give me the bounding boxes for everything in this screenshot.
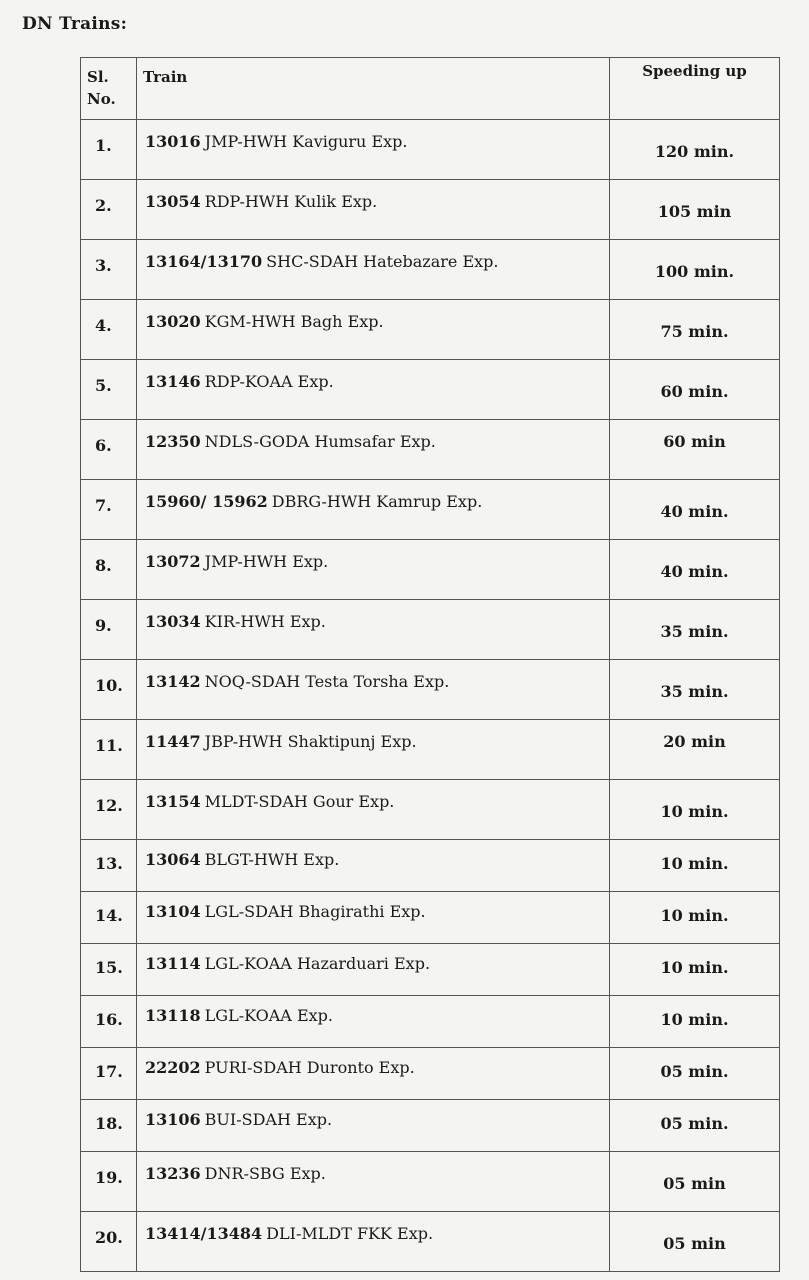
train-cell xyxy=(137,944,610,996)
train-number: 13414/13484 xyxy=(145,1224,263,1243)
train-number: 13236 xyxy=(145,1164,201,1183)
speeding-up-cell: 05 min xyxy=(610,1152,780,1212)
train-name: NOQ-SDAH Testa Torsha Exp. xyxy=(204,672,450,691)
train-cell xyxy=(137,120,610,180)
column-header-sl-no: Sl. No. xyxy=(81,58,137,120)
speeding-up-cell: 105 min xyxy=(610,180,780,240)
table-row xyxy=(81,1100,780,1152)
train-name: KIR-HWH Exp. xyxy=(204,612,326,631)
speeding-up-cell: 75 min. xyxy=(610,300,780,360)
table-row xyxy=(81,1212,780,1272)
table-row xyxy=(81,420,780,480)
table-header-row xyxy=(81,58,780,120)
table-row xyxy=(81,780,780,840)
speeding-up-cell: 05 min. xyxy=(610,1100,780,1152)
train-number: 11447 xyxy=(145,732,201,751)
page-heading: DN Trains: xyxy=(22,14,128,34)
train-number: 12350 xyxy=(145,432,201,451)
speeding-up-cell: 10 min. xyxy=(610,840,780,892)
table-row xyxy=(81,944,780,996)
train-name: RDP-HWH Kulik Exp. xyxy=(204,192,378,211)
train-name: NDLS-GODA Humsafar Exp. xyxy=(204,432,436,451)
train-number: 13072 xyxy=(145,552,201,571)
serial-number-cell: 14. xyxy=(81,892,137,944)
train-cell xyxy=(137,720,610,780)
train-name: RDP-KOAA Exp. xyxy=(204,372,334,391)
serial-number-cell: 6. xyxy=(81,420,137,480)
train-cell xyxy=(137,660,610,720)
speeding-up-cell: 100 min. xyxy=(610,240,780,300)
table-row xyxy=(81,120,780,180)
table-row xyxy=(81,840,780,892)
speeding-up-cell: 60 min xyxy=(610,420,780,480)
train-number: 13142 xyxy=(145,672,201,691)
serial-number-cell: 9. xyxy=(81,600,137,660)
speeding-up-cell: 35 min. xyxy=(610,660,780,720)
train-cell xyxy=(137,1100,610,1152)
table-row xyxy=(81,360,780,420)
train-name: JMP-HWH Exp. xyxy=(204,552,329,571)
serial-number-cell: 4. xyxy=(81,300,137,360)
dn-trains-table xyxy=(80,57,780,1272)
train-number: 13020 xyxy=(145,312,201,331)
serial-number-cell: 15. xyxy=(81,944,137,996)
train-number: 13034 xyxy=(145,612,201,631)
serial-number-cell: 3. xyxy=(81,240,137,300)
train-cell xyxy=(137,600,610,660)
table-row xyxy=(81,600,780,660)
train-name: JMP-HWH Kaviguru Exp. xyxy=(204,132,408,151)
table-row xyxy=(81,480,780,540)
train-name: PURI-SDAH Duronto Exp. xyxy=(204,1058,415,1077)
train-number: 22202 xyxy=(145,1058,201,1077)
speeding-up-cell: 20 min xyxy=(610,720,780,780)
train-number: 15960/ 15962 xyxy=(145,492,268,511)
table-row xyxy=(81,996,780,1048)
train-number: 13154 xyxy=(145,792,201,811)
train-number: 13146 xyxy=(145,372,201,391)
train-name: DNR-SBG Exp. xyxy=(204,1164,326,1183)
table-row xyxy=(81,892,780,944)
serial-number-cell: 11. xyxy=(81,720,137,780)
train-cell xyxy=(137,1152,610,1212)
serial-number-cell: 8. xyxy=(81,540,137,600)
speeding-up-cell: 05 min. xyxy=(610,1048,780,1100)
train-name: JBP-HWH Shaktipunj Exp. xyxy=(204,732,417,751)
train-cell xyxy=(137,996,610,1048)
train-name: KGM-HWH Bagh Exp. xyxy=(204,312,384,331)
serial-number-cell: 10. xyxy=(81,660,137,720)
column-header-train: Train xyxy=(137,58,610,120)
train-name: LGL-KOAA Exp. xyxy=(204,1006,333,1025)
train-number: 13106 xyxy=(145,1110,201,1129)
train-cell xyxy=(137,892,610,944)
train-name: DLI-MLDT FKK Exp. xyxy=(266,1224,434,1243)
train-cell xyxy=(137,300,610,360)
train-cell xyxy=(137,540,610,600)
table-row xyxy=(81,180,780,240)
serial-number-cell: 12. xyxy=(81,780,137,840)
train-number: 13016 xyxy=(145,132,201,151)
train-number: 13114 xyxy=(145,954,201,973)
serial-number-cell: 18. xyxy=(81,1100,137,1152)
speeding-up-cell: 10 min. xyxy=(610,892,780,944)
train-cell xyxy=(137,420,610,480)
serial-number-cell: 20. xyxy=(81,1212,137,1272)
train-cell xyxy=(137,1212,610,1272)
train-name: MLDT-SDAH Gour Exp. xyxy=(204,792,395,811)
speeding-up-cell: 05 min xyxy=(610,1212,780,1272)
train-cell xyxy=(137,480,610,540)
train-cell xyxy=(137,840,610,892)
table-row xyxy=(81,720,780,780)
speeding-up-cell: 40 min. xyxy=(610,480,780,540)
table-row xyxy=(81,1152,780,1212)
serial-number-cell: 5. xyxy=(81,360,137,420)
train-number: 13104 xyxy=(145,902,201,921)
serial-number-cell: 1. xyxy=(81,120,137,180)
table-row xyxy=(81,540,780,600)
train-number: 13118 xyxy=(145,1006,201,1025)
train-name: DBRG-HWH Kamrup Exp. xyxy=(271,492,483,511)
speeding-up-cell: 40 min. xyxy=(610,540,780,600)
train-name: LGL-KOAA Hazarduari Exp. xyxy=(204,954,431,973)
speeding-up-cell: 10 min. xyxy=(610,944,780,996)
speeding-up-cell: 60 min. xyxy=(610,360,780,420)
speeding-up-cell: 10 min. xyxy=(610,996,780,1048)
train-number: 13164/13170 xyxy=(145,252,263,271)
serial-number-cell: 7. xyxy=(81,480,137,540)
table-row xyxy=(81,240,780,300)
table-row xyxy=(81,300,780,360)
train-number: 13064 xyxy=(145,850,201,869)
train-cell xyxy=(137,360,610,420)
speeding-up-cell: 120 min. xyxy=(610,120,780,180)
train-name: SHC-SDAH Hatebazare Exp. xyxy=(266,252,499,271)
train-cell xyxy=(137,780,610,840)
train-cell xyxy=(137,1048,610,1100)
speeding-up-cell: 35 min. xyxy=(610,600,780,660)
serial-number-cell: 2. xyxy=(81,180,137,240)
train-cell xyxy=(137,240,610,300)
train-name: LGL-SDAH Bhagirathi Exp. xyxy=(204,902,426,921)
table-row xyxy=(81,1048,780,1100)
train-name: BLGT-HWH Exp. xyxy=(204,850,340,869)
train-name: BUI-SDAH Exp. xyxy=(204,1110,333,1129)
table-row xyxy=(81,660,780,720)
speeding-up-cell: 10 min. xyxy=(610,780,780,840)
serial-number-cell: 19. xyxy=(81,1152,137,1212)
serial-number-cell: 13. xyxy=(81,840,137,892)
train-number: 13054 xyxy=(145,192,201,211)
serial-number-cell: 17. xyxy=(81,1048,137,1100)
column-header-speeding-up: Speeding up xyxy=(610,58,780,120)
serial-number-cell: 16. xyxy=(81,996,137,1048)
train-cell xyxy=(137,180,610,240)
table-body xyxy=(81,120,780,1272)
